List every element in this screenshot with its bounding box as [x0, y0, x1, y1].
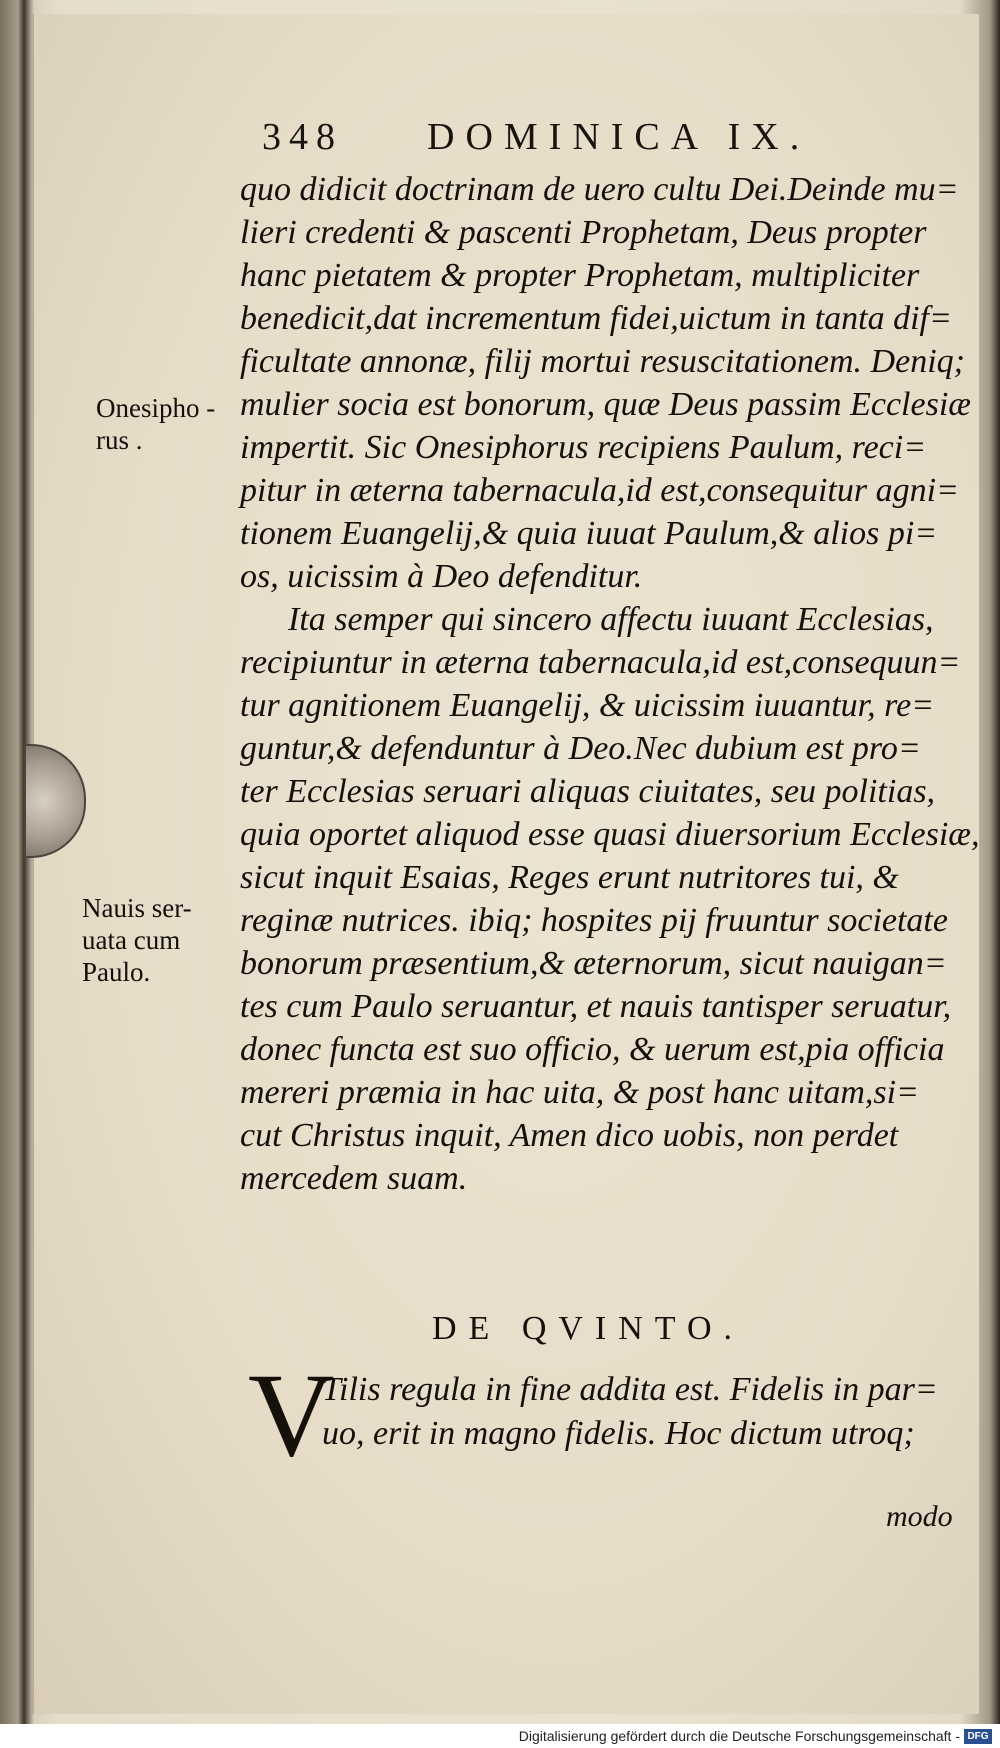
text-line: Ita semper qui sincero affectu iuuant Ecclesias,	[288, 601, 934, 638]
drop-cap: V	[248, 1348, 335, 1481]
text-line: sicut inquit Esaias, Reges erunt nutritores tui, &	[240, 859, 899, 896]
text-line: benedicit,dat incrementum fidei,uictum in tanta dif=	[240, 300, 952, 337]
text-line: impertit. Sic Onesiphorus recipiens Paulum, reci=	[240, 429, 927, 466]
text-line: mulier socia est bonorum, quæ Deus passim Ecclesiæ	[240, 386, 971, 423]
text-line: uo, erit in magno fidelis. Hoc dictum utroq;	[322, 1415, 915, 1452]
footer-bar	[0, 1724, 1000, 1748]
text-line: tes cum Paulo seruantur, et nauis tantisper seruatur,	[240, 988, 952, 1025]
text-line: reginæ nutrices. ibiq; hospites pij fruuntur societate	[240, 902, 948, 939]
section-text-block	[322, 1368, 938, 1456]
text-line: hanc pietatem & propter Prophetam, multipliciter	[240, 257, 920, 294]
funding-credit: Digitalisierung gefördert durch die Deutsche Forschungsgemeinschaft -	[518, 1728, 960, 1744]
margin-note-line: uata cum	[82, 925, 181, 955]
text-line: quo didicit doctrinam de uero cultu Dei.Deinde mu=	[240, 171, 959, 208]
margin-note-line: Nauis ser-	[82, 893, 192, 923]
text-line: lieri credenti & pascenti Prophetam, Deus propter	[240, 214, 927, 251]
section-heading: DE QVINTO.	[432, 1310, 745, 1347]
text-line: guntur,& defenduntur à Deo.Nec dubium est pro=	[240, 730, 921, 767]
text-line: bonorum præsentium,& æternorum, sicut nauigan=	[240, 945, 947, 982]
running-title: DOMINICA IX.	[427, 116, 811, 158]
page-number: 348	[262, 116, 343, 158]
margin-note-line: rus .	[96, 425, 143, 455]
text-line: quia oportet aliquod esse quasi diuersorium Ecclesiæ,	[240, 816, 980, 853]
text-line: donec functa est suo officio, & uerum est,pia officia	[240, 1031, 945, 1068]
main-text-block	[240, 168, 980, 1200]
text-line: os, uicissim à Deo defenditur.	[240, 558, 643, 595]
text-line: ficultate annonæ, filij mortui resuscitationem. Deniq;	[240, 343, 965, 380]
text-line: mercedem suam.	[240, 1160, 468, 1197]
book-clasp	[24, 744, 86, 858]
margin-note-onesiphorus	[96, 392, 215, 456]
margin-note-line: Paulo.	[82, 957, 151, 987]
page-header	[262, 115, 862, 161]
margin-note-line: Onesipho -	[96, 393, 216, 423]
text-line: pitur in æterna tabernacula,id est,consequitur agni=	[240, 472, 959, 509]
dfg-logo-icon: DFG	[964, 1729, 992, 1744]
margin-note-nauis	[82, 892, 192, 988]
text-line: tionem Euangelij,& quia iuuat Paulum,& alios pi=	[240, 515, 938, 552]
text-line: mereri præmia in hac uita, & post hanc uitam,si=	[240, 1074, 920, 1111]
text-line: recipiuntur in æterna tabernacula,id est,consequun=	[240, 644, 961, 681]
text-line: Tilis regula in fine addita est. Fidelis in par=	[322, 1371, 938, 1408]
text-line: ter Ecclesias seruari aliquas ciuitates, seu politias,	[240, 773, 936, 810]
text-line: cut Christus inquit, Amen dico uobis, non perdet	[240, 1117, 899, 1154]
text-line: tur agnitionem Euangelij, & uicissim iuuantur, re=	[240, 687, 935, 724]
catchword: modo	[886, 1500, 953, 1533]
